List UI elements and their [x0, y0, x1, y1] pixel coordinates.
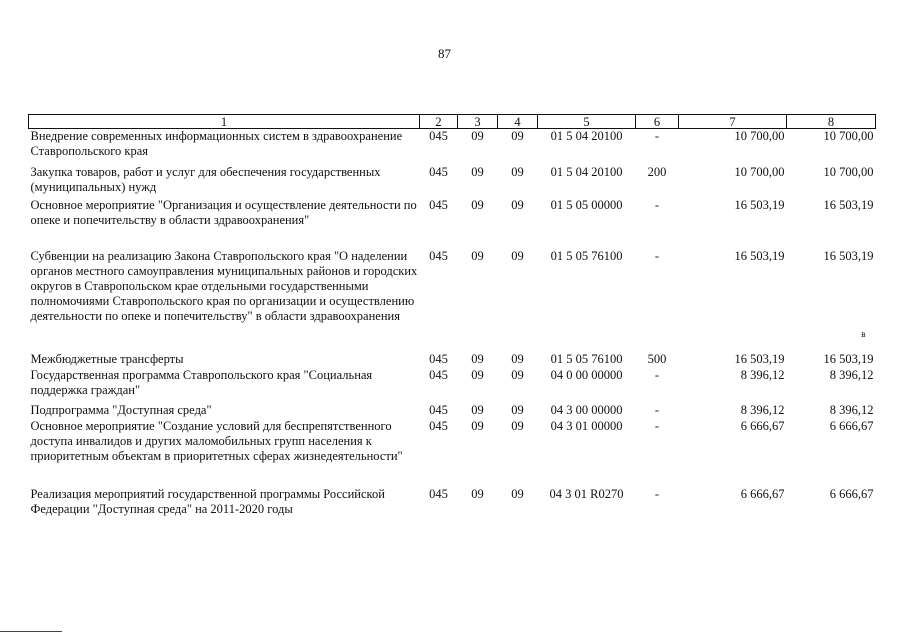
cell-subsection: 09	[511, 367, 524, 382]
scan-mark: в	[861, 328, 866, 339]
budget-table	[28, 114, 876, 521]
cell-ministry-code: 045	[429, 418, 448, 433]
cell-amount-1: 8 396,12	[740, 402, 785, 417]
row-name: Подпрограмма "Доступная среда"	[30, 402, 212, 417]
cell-ministry-code: 045	[429, 367, 448, 382]
cell-target-article: 04 3 01 R0270	[549, 486, 624, 501]
cell-amount-2: 10 700,00	[823, 164, 874, 179]
cell-target-article: 04 0 00 00000	[550, 367, 623, 382]
table-row	[29, 403, 876, 419]
cell-amount-1: 16 503,19	[734, 197, 785, 212]
cell-section: 09	[471, 486, 484, 501]
cell-section: 09	[471, 129, 484, 143]
table-row	[29, 165, 876, 198]
cell-amount-2: 16 503,19	[823, 351, 874, 366]
cell-target-article: 01 5 05 76100	[550, 351, 623, 366]
cell-amount-1: 16 503,19	[734, 351, 785, 366]
cell-amount-2: 16 503,19 в	[787, 249, 876, 352]
cell-subsection: 09	[511, 129, 524, 143]
cell-expense-type: -	[654, 402, 660, 417]
cell-amount-2: 8 396,12	[829, 367, 874, 382]
cell-ministry-code: 045	[429, 486, 448, 501]
cell-subsection: 09	[511, 402, 524, 417]
cell-subsection: 09	[511, 248, 524, 263]
cell-amount-1: 6 666,67	[740, 418, 785, 433]
column-header-7: 7	[679, 115, 787, 129]
cell-amount-2: 8 396,12	[829, 402, 874, 417]
table-row	[29, 198, 876, 249]
header-row	[29, 115, 876, 129]
cell-amount-1: 10 700,00	[734, 129, 785, 143]
cell-amount-1: 6 666,67	[740, 486, 785, 501]
cell-amount-2: 10 700,00	[823, 129, 874, 143]
cell-section: 09	[471, 367, 484, 382]
row-name: Государственная программа Ставропольского края "Социальная поддержка граждан"	[30, 367, 373, 397]
cell-ministry-code: 045	[429, 402, 448, 417]
cell-target-article: 04 3 01 00000	[550, 418, 623, 433]
cell-expense-type: -	[654, 129, 660, 143]
column-header-1: 1	[29, 115, 420, 129]
cell-section: 09	[471, 351, 484, 366]
cell-expense-type: 200	[647, 164, 667, 179]
cell-amount-2: 16 503,19	[823, 197, 874, 212]
row-name: Закупка товаров, работ и услуг для обеспечения государственных (муниципальных) нужд	[30, 164, 381, 194]
row-name: Основное мероприятие "Организация и осуществление деятельности по опеке и попечительству в области здравоохранения"	[30, 197, 417, 227]
cell-target-article: 01 5 05 00000	[550, 197, 623, 212]
cell-amount-1: 16 503,19	[734, 248, 785, 263]
cell-ministry-code: 045	[429, 248, 448, 263]
row-name: Внедрение современных информационных систем в здравоохранение Ставропольского края	[30, 129, 403, 158]
table-row	[29, 249, 876, 352]
column-header-3: 3	[458, 115, 498, 129]
column-header-2: 2	[420, 115, 458, 129]
cell-subsection: 09	[511, 486, 524, 501]
table-row	[29, 129, 876, 165]
cell-ministry-code: 045	[429, 197, 448, 212]
cell-target-article: 01 5 05 76100	[550, 248, 623, 263]
column-header-4: 4	[498, 115, 538, 129]
row-name: Реализация мероприятий государственной программы Российской Федерации "Доступная среда" на 2011-2020 годы	[30, 486, 385, 516]
column-header-6: 6	[636, 115, 679, 129]
cell-expense-type: -	[654, 367, 660, 382]
cell-section: 09	[471, 197, 484, 212]
cell-amount-2: 6 666,67	[829, 486, 874, 501]
cell-section: 09	[471, 248, 484, 263]
page-number: 87	[438, 46, 451, 61]
table-row	[29, 419, 876, 487]
cell-subsection: 09	[511, 418, 524, 433]
cell-expense-type: -	[654, 197, 660, 212]
cell-ministry-code: 045	[429, 129, 448, 143]
cell-subsection: 09	[511, 164, 524, 179]
cell-section: 09	[471, 402, 484, 417]
cell-section: 09	[471, 418, 484, 433]
cell-target-article: 01 5 04 20100	[550, 129, 623, 143]
cell-amount-1: 10 700,00	[734, 164, 785, 179]
cell-expense-type: 500	[647, 351, 667, 366]
cell-section: 09	[471, 164, 484, 179]
cell-amount-1: 8 396,12	[740, 367, 785, 382]
cell-expense-type: -	[654, 248, 660, 263]
cell-ministry-code: 045	[429, 164, 448, 179]
table-row	[29, 487, 876, 521]
cell-expense-type: -	[654, 486, 660, 501]
cell-subsection: 09	[511, 351, 524, 366]
cell-subsection: 09	[511, 197, 524, 212]
cell-ministry-code: 045	[429, 351, 448, 366]
row-name: Субвенции на реализацию Закона Ставропольского края "О наделении органов местного самоуправления муниципальных районов и городских округов в Ставропольском крае отдельными государственными полномочиями Ставропольского края по организации и осуществлению деятельности по опеке и попечительству" в области здравоохранения	[30, 248, 418, 323]
row-name: Основное мероприятие "Создание условий для беспрепятственного доступа инвалидов и других маломобильных групп населения к приоритетным объектам в приоритетных сферах жизнедеятельности"	[30, 418, 403, 463]
cell-target-article: 01 5 04 20100	[550, 164, 623, 179]
cell-target-article: 04 3 00 00000	[550, 402, 623, 417]
table-row	[29, 352, 876, 368]
column-header-5: 5	[538, 115, 636, 129]
row-name: Межбюджетные трансферты	[30, 351, 184, 366]
table-row	[29, 368, 876, 403]
footnote-divider	[0, 631, 62, 632]
cell-amount-2: 6 666,67	[829, 418, 874, 433]
column-header-8: 8	[787, 115, 876, 129]
cell-expense-type: -	[654, 418, 660, 433]
